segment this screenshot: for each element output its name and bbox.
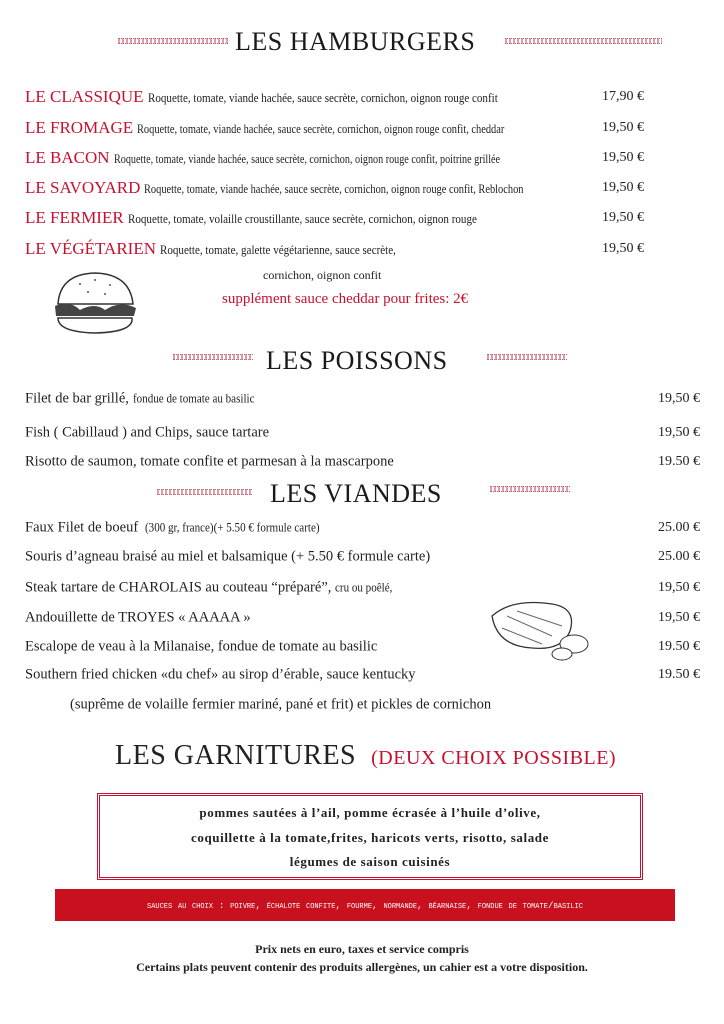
- steak-illustration-icon: [482, 596, 600, 662]
- item-description: Roquette, tomate, viande hachée, sauce secrète, cornichon, oignon rouge confit: [147, 90, 498, 105]
- menu-item: [25, 87, 559, 107]
- item-price: 25.00 €: [658, 520, 700, 535]
- decorative-border: [505, 38, 662, 44]
- section-title-viandes: LES VIANDES: [270, 479, 442, 508]
- burger-illustration-icon: [50, 270, 140, 336]
- footer-allergens-note: Certains plats peuvent contenir des produits allergènes, un cahier est a votre disposition.: [136, 960, 588, 974]
- section-title-hamburgers: LES HAMBURGERS: [235, 27, 476, 56]
- item-price: 19,50 €: [658, 580, 700, 595]
- item-price: 25.00 €: [658, 549, 700, 564]
- item-price: 19,50 €: [658, 610, 700, 625]
- item-price: 17,90 €: [602, 89, 644, 104]
- menu-item: [25, 391, 275, 408]
- item-description: (300 gr, france)(+ 5.50 € formule carte): [145, 519, 320, 535]
- item-price: 19.50 €: [658, 639, 700, 654]
- item-description: cru ou poêlé,: [335, 579, 393, 595]
- garnitures-subtitle: (DEUX CHOIX POSSIBLE): [371, 747, 617, 769]
- menu-item: [25, 239, 438, 259]
- section-title-garnitures: [115, 740, 616, 772]
- menu-item: [25, 148, 608, 168]
- item-name: Filet de bar grillé,: [25, 390, 129, 407]
- item-name: LE FROMAGE: [25, 118, 134, 137]
- garnitures-title: LES GARNITURES: [115, 740, 357, 771]
- menu-item: [25, 208, 538, 228]
- item-name: LE SAVOYARD: [25, 178, 141, 197]
- item-description-continued: cornichon, oignon confit: [263, 268, 382, 282]
- sauces-banner: [55, 889, 675, 921]
- menu-item: [25, 178, 619, 198]
- item-name: LE BACON: [25, 148, 110, 167]
- item-description: Roquette, tomate, viande hachée, sauce secrète, cornichon, oignon rouge confit, cheddar: [137, 121, 505, 136]
- decorative-border: [490, 486, 570, 492]
- footer-prices-note: Prix nets en euro, taxes et service compris: [255, 942, 469, 956]
- decorative-border: [157, 489, 252, 495]
- item-name: LE VÉGÉTARIEN: [25, 239, 156, 258]
- garniture-line: coquillette à la tomate,frites, haricots verts, risotto, salade: [190, 829, 550, 845]
- item-price: 19,50 €: [658, 391, 700, 406]
- supplement-note: supplément sauce cheddar pour frites: 2€: [222, 291, 469, 307]
- item-price: 19,50 €: [602, 180, 644, 195]
- section-title-poissons: LES POISSONS: [266, 346, 448, 375]
- item-price: 19,50 €: [602, 120, 644, 135]
- item-name: LE FERMIER: [25, 208, 124, 227]
- menu-item: [25, 520, 351, 537]
- item-note: (suprême de volaille fermier mariné, pané et frit) et pickles de cornichon: [70, 696, 492, 713]
- item-description: Roquette, tomate, viande hachée, sauce secrète, cornichon, oignon rouge confit, poitrine grillée: [113, 151, 500, 166]
- menu-item: Escalope de veau à la Milanaise, fondue de tomate au basilic: [25, 638, 378, 655]
- sauces-text: sauces au choix : poivre, échalote confite, fourme, normande, béarnaise, fondue de tomate/basilic: [147, 899, 583, 911]
- menu-item: [25, 580, 403, 597]
- decorative-border: [118, 38, 228, 44]
- menu-item: Southern fried chicken «du chef» au sirop d’érable, sauce kentucky: [25, 666, 416, 683]
- item-price: 19,50 €: [602, 241, 644, 256]
- item-name: Faux Filet de boeuf: [25, 519, 139, 536]
- item-name: Steak tartare de CHAROLAIS au couteau “préparé”,: [25, 579, 332, 596]
- decorative-border: [487, 354, 567, 360]
- garniture-line: pommes sautées à l’ail, pomme écrasée à l’huile d’olive,: [199, 805, 541, 820]
- menu-item: Risotto de saumon, tomate confite et parmesan à la mascarpone: [25, 453, 394, 470]
- item-description: Roquette, tomate, volaille croustillante, sauce secrète, cornichon, oignon rouge: [127, 211, 477, 226]
- item-price: 19,50 €: [602, 150, 644, 165]
- item-price: 19,50 €: [658, 425, 700, 440]
- menu-item: Fish ( Cabillaud ) and Chips, sauce tartare: [25, 424, 270, 441]
- menu-item: Souris d’agneau braisé au miel et balsamique (+ 5.50 € formule carte): [25, 548, 431, 565]
- menu-item: Andouillette de TROYES « AAAAA »: [25, 609, 251, 626]
- item-name: LE CLASSIQUE: [25, 87, 144, 106]
- item-description: fondue de tomate au basilic: [132, 390, 255, 406]
- garnitures-box: [97, 793, 643, 880]
- decorative-border: [173, 354, 253, 360]
- item-price: 19.50 €: [658, 454, 700, 469]
- menu-item: [25, 118, 596, 138]
- garniture-line: légumes de saison cuisinés: [289, 854, 451, 869]
- item-description: Roquette, tomate, viande hachée, sauce secrète, cornichon, oignon rouge confit, Reblochon: [144, 181, 524, 196]
- item-price: 19,50 €: [602, 210, 644, 225]
- item-description: Roquette, tomate, galette végétarienne, sauce secrète,: [160, 242, 396, 257]
- item-price: 19.50 €: [658, 667, 700, 682]
